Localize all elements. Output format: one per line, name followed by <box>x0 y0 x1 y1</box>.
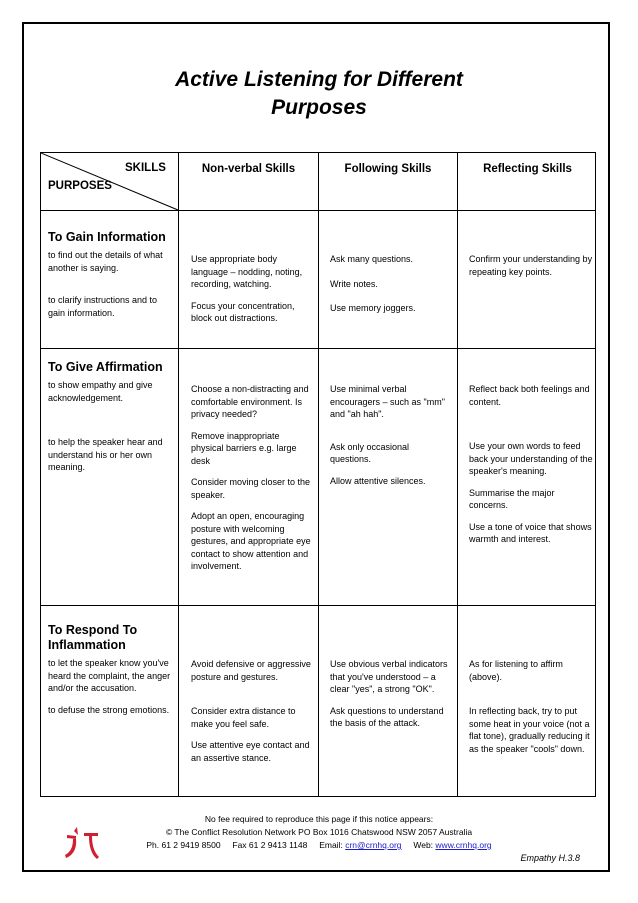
purpose-line: to find out the details of what another is saying. <box>48 250 163 273</box>
footer-notice: No fee required to reproduce this page if this notice appears: <box>204 814 434 824</box>
column-divider <box>318 153 319 796</box>
skill-item: Allow attentive silences. <box>330 475 426 486</box>
footer-address: © The Conflict Resolution Network PO Box 1016 Chatswood NSW 2057 Australia <box>165 827 473 837</box>
skill-item: Use your own words to feed back your understanding of the speaker's meaning. <box>469 441 593 476</box>
skill-item: In reflecting back, try to put some heat in your voice (not a flat tone), gradually reducing it as the speaker "cools" down. <box>469 706 590 754</box>
skill-item: Write notes. <box>330 278 378 289</box>
column-divider <box>457 153 458 796</box>
purpose-line: to show empathy and give acknowledgement. <box>48 380 153 403</box>
following-cell <box>330 658 452 730</box>
footer-contact <box>0 839 638 851</box>
corner-skills-label: SKILLS <box>125 162 166 174</box>
title-line-2: Purposes <box>271 96 367 119</box>
skill-item: Confirm your understanding by repeating key points. <box>469 254 593 277</box>
nonverbal-cell <box>191 383 313 573</box>
purpose-line: to let the speaker know you've heard the complaint, the anger and/or the accusation. <box>48 658 171 693</box>
reflecting-cell <box>469 383 593 546</box>
footer-web-link[interactable]: www.crnhq.org <box>435 840 492 850</box>
reflecting-cell <box>469 658 593 755</box>
skill-item: Ask only occasional questions. <box>330 441 410 464</box>
skill-item: Ask questions to understand the basis of the attack. <box>330 705 444 728</box>
reflecting-cell <box>469 253 593 278</box>
page-reference: Empathy H.3.8 <box>520 853 580 863</box>
skills-table <box>40 152 596 797</box>
purpose-line: to clarify instructions and to gain information. <box>48 295 158 318</box>
purpose-title: To Respond To Inflammation <box>48 623 138 652</box>
footer-email-link[interactable]: crn@crnhq.org <box>345 840 402 850</box>
title-line-1: Active Listening for Different <box>175 68 463 91</box>
skill-item: Summarise the major concerns. <box>469 487 555 510</box>
footer-email-label: Email: <box>319 840 343 850</box>
purpose-cell-give-affirmation <box>48 360 174 474</box>
nonverbal-cell <box>191 658 313 764</box>
header-reflecting: Reflecting Skills <box>483 163 572 175</box>
skill-item: Ask many questions. <box>330 254 414 264</box>
following-cell <box>330 383 452 487</box>
skill-item: Use minimal verbal encouragers – such as "mm" and "ah hah". <box>330 384 445 419</box>
skill-item: Focus your concentration, block out distractions. <box>191 300 295 323</box>
skill-item: Use attentive eye contact and an assertive stance. <box>191 740 310 763</box>
skill-item: Choose a non-distracting and comfortable environment. Is privacy needed? <box>191 384 309 419</box>
skill-item: Consider moving closer to the speaker. <box>191 477 311 500</box>
row-divider <box>41 605 595 606</box>
footer-phone: Ph. 61 2 9419 8500 <box>146 840 221 850</box>
footer-web-label: Web: <box>413 840 434 850</box>
skill-item: Use obvious verbal indicators that you've understood – a clear "yes", a strong "OK". <box>330 659 448 694</box>
skill-item: Use appropriate body language – nodding, noting, recording, watching. <box>191 254 303 289</box>
page-title <box>0 66 638 122</box>
skill-item: Avoid defensive or aggressive posture and gestures. <box>191 659 311 682</box>
purpose-line: to defuse the strong emotions. <box>48 704 170 715</box>
footer-fax: Fax 61 2 9413 1148 <box>232 840 308 850</box>
header-following: Following Skills <box>344 163 432 175</box>
following-cell <box>330 253 452 315</box>
purpose-line: to help the speaker hear and understand his or her own meaning. <box>48 437 163 472</box>
skill-item: Use a tone of voice that shows warmth and interest. <box>469 521 592 544</box>
header-nonverbal: Non-verbal Skills <box>201 163 296 175</box>
skill-item: Use memory joggers. <box>330 303 416 313</box>
skill-item: Consider extra distance to make you feel safe. <box>191 706 296 729</box>
row-divider <box>41 348 595 349</box>
column-divider <box>178 153 179 796</box>
purpose-cell-respond-inflammation <box>48 623 174 716</box>
corner-purposes-label: PURPOSES <box>48 180 112 192</box>
skill-item: Adopt an open, encouraging posture with welcoming gestures, and appropriate eye contact to show attention and involvement. <box>191 511 311 571</box>
purpose-title: To Give Affirmation <box>48 360 163 374</box>
purpose-cell-gain-information <box>48 230 174 319</box>
purpose-title: To Gain Information <box>48 230 166 244</box>
skill-item: As for listening to affirm (above). <box>469 659 563 682</box>
skill-item: Remove inappropriate physical barriers e.g. large desk <box>191 430 297 466</box>
nonverbal-cell <box>191 253 313 325</box>
skill-item: Reflect back both feelings and content. <box>469 384 590 407</box>
